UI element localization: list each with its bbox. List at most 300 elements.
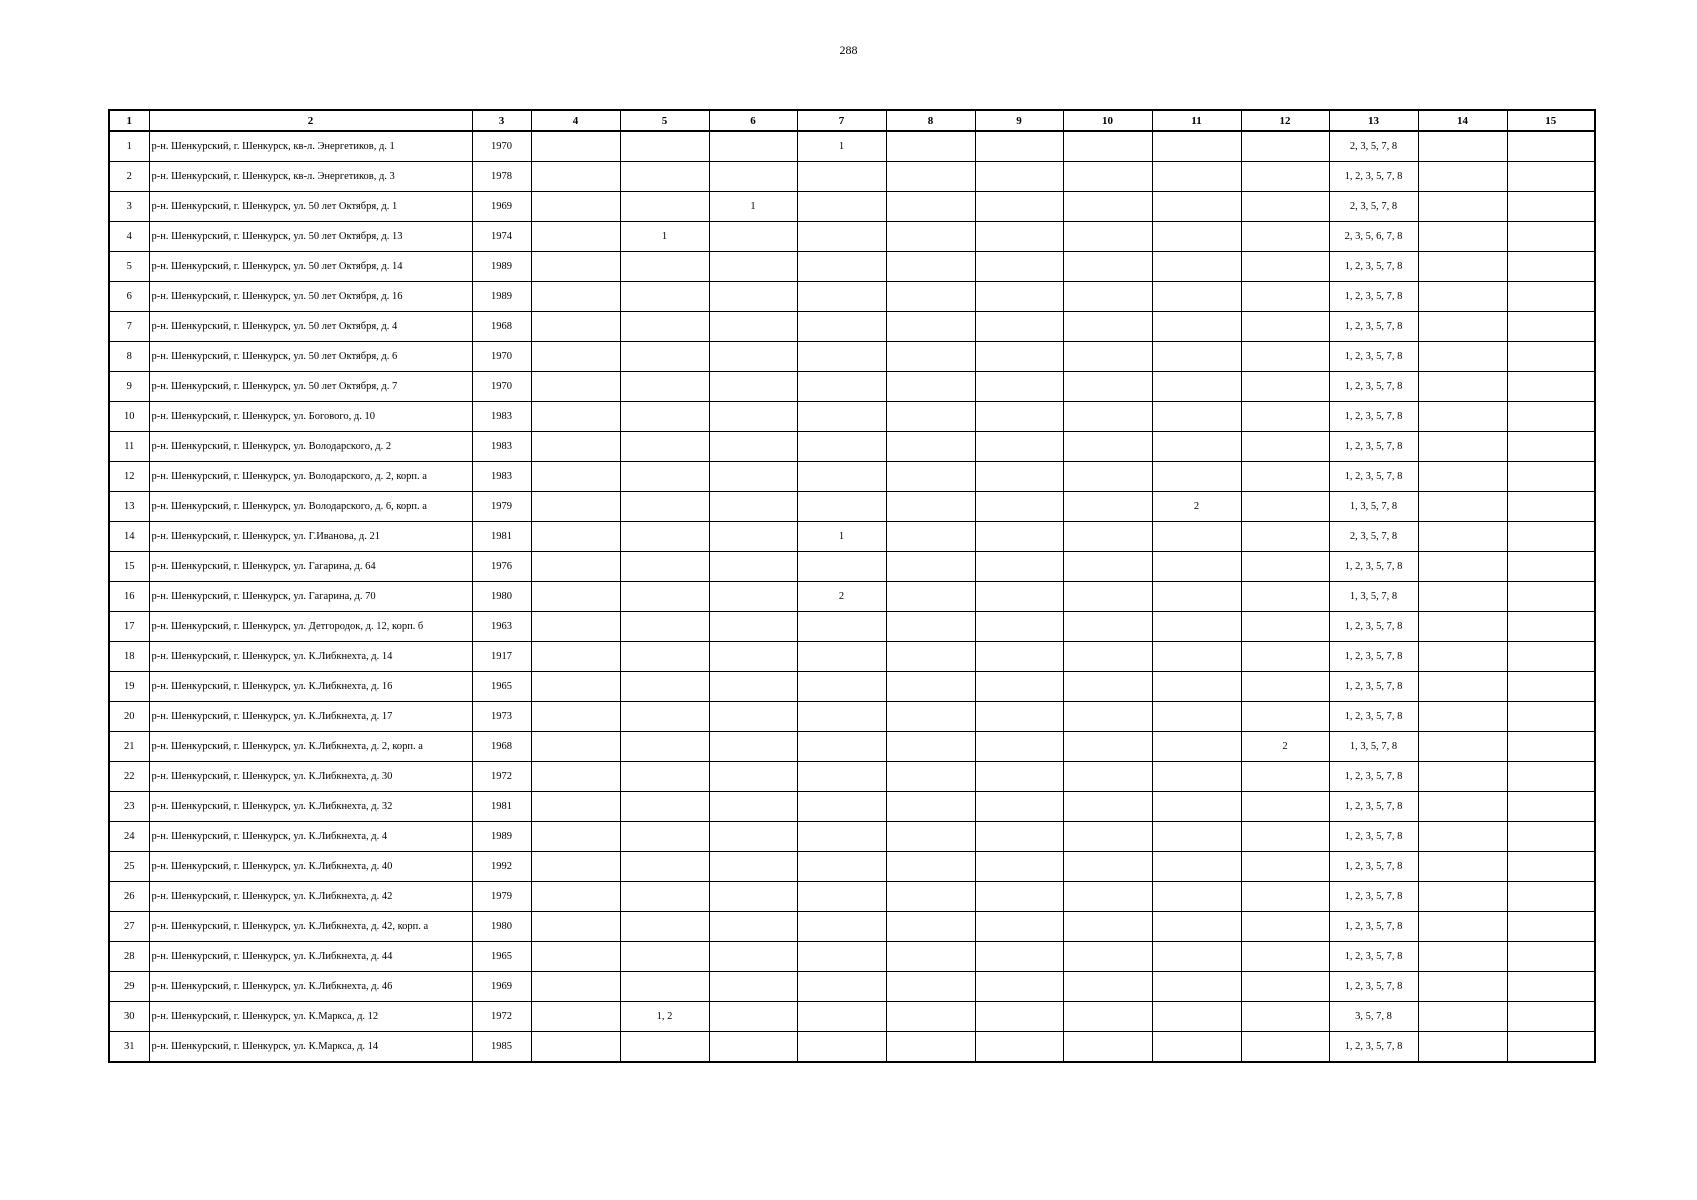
table-row bbox=[109, 1002, 1595, 1032]
table-cell bbox=[975, 282, 1063, 312]
table-cell: 3, 5, 7, 8 bbox=[1329, 1002, 1418, 1032]
table-cell bbox=[886, 972, 975, 1002]
table-cell bbox=[1152, 702, 1241, 732]
address-cell: р-н. Шенкурский, г. Шенкурск, ул. Володарского, д. 2 bbox=[149, 432, 472, 462]
row-number-cell: 4 bbox=[109, 222, 149, 252]
table-cell bbox=[620, 1032, 709, 1063]
table-cell bbox=[797, 252, 886, 282]
table-cell bbox=[709, 432, 797, 462]
table-cell bbox=[1063, 342, 1152, 372]
table-cell bbox=[1418, 912, 1507, 942]
table-cell bbox=[531, 552, 620, 582]
table-cell bbox=[1241, 792, 1329, 822]
table-cell: 1, 2 bbox=[620, 1002, 709, 1032]
table-row bbox=[109, 522, 1595, 552]
table-cell bbox=[620, 642, 709, 672]
table-cell bbox=[797, 492, 886, 522]
table-cell bbox=[709, 282, 797, 312]
table-cell bbox=[1418, 792, 1507, 822]
row-number-cell: 15 bbox=[109, 552, 149, 582]
table-cell bbox=[975, 432, 1063, 462]
address-cell: р-н. Шенкурский, г. Шенкурск, ул. Детгородок, д. 12, корп. б bbox=[149, 612, 472, 642]
table-cell bbox=[975, 702, 1063, 732]
table-cell: 1, 2, 3, 5, 7, 8 bbox=[1329, 912, 1418, 942]
table-cell bbox=[531, 642, 620, 672]
year-cell: 1974 bbox=[472, 222, 531, 252]
table-cell bbox=[620, 552, 709, 582]
table-cell bbox=[797, 1032, 886, 1063]
address-cell: р-н. Шенкурский, г. Шенкурск, ул. Гагарина, д. 64 bbox=[149, 552, 472, 582]
table-cell bbox=[1241, 912, 1329, 942]
table-cell: 2 bbox=[1241, 732, 1329, 762]
table-header-row bbox=[109, 110, 1595, 131]
table-row bbox=[109, 282, 1595, 312]
table-cell bbox=[975, 1032, 1063, 1063]
table-cell bbox=[1152, 432, 1241, 462]
year-cell: 1976 bbox=[472, 552, 531, 582]
table-cell bbox=[1241, 612, 1329, 642]
table-cell bbox=[1418, 972, 1507, 1002]
table-cell bbox=[797, 822, 886, 852]
address-cell: р-н. Шенкурский, г. Шенкурск, ул. К.Либкнехта, д. 46 bbox=[149, 972, 472, 1002]
table-cell bbox=[1063, 612, 1152, 642]
table-cell: 2, 3, 5, 6, 7, 8 bbox=[1329, 222, 1418, 252]
table-cell bbox=[1063, 552, 1152, 582]
table-cell bbox=[531, 792, 620, 822]
table-cell bbox=[1418, 522, 1507, 552]
address-cell: р-н. Шенкурский, г. Шенкурск, ул. К.Либкнехта, д. 42, корп. а bbox=[149, 912, 472, 942]
table-cell bbox=[531, 432, 620, 462]
table-row bbox=[109, 642, 1595, 672]
table-cell bbox=[620, 432, 709, 462]
table-cell bbox=[709, 162, 797, 192]
row-number-cell: 24 bbox=[109, 822, 149, 852]
table-cell bbox=[1063, 162, 1152, 192]
table-cell bbox=[886, 192, 975, 222]
table-row bbox=[109, 612, 1595, 642]
table-cell bbox=[531, 252, 620, 282]
table-cell bbox=[531, 882, 620, 912]
table-cell bbox=[886, 672, 975, 702]
year-cell: 1968 bbox=[472, 312, 531, 342]
table-cell bbox=[1152, 732, 1241, 762]
table-cell bbox=[1507, 582, 1595, 612]
row-number-cell: 7 bbox=[109, 312, 149, 342]
year-cell: 1970 bbox=[472, 372, 531, 402]
table-row bbox=[109, 432, 1595, 462]
table-cell bbox=[1418, 342, 1507, 372]
table-cell bbox=[709, 522, 797, 552]
address-cell: р-н. Шенкурский, г. Шенкурск, ул. К.Либкнехта, д. 17 bbox=[149, 702, 472, 732]
row-number-cell: 12 bbox=[109, 462, 149, 492]
table-cell bbox=[1063, 792, 1152, 822]
year-cell: 1980 bbox=[472, 582, 531, 612]
table-cell: 1, 2, 3, 5, 7, 8 bbox=[1329, 762, 1418, 792]
table-cell bbox=[886, 732, 975, 762]
row-number-cell: 2 bbox=[109, 162, 149, 192]
column-header: 3 bbox=[472, 110, 531, 131]
year-cell: 1979 bbox=[472, 492, 531, 522]
table-cell bbox=[1507, 912, 1595, 942]
table-cell bbox=[709, 612, 797, 642]
table-row bbox=[109, 912, 1595, 942]
table-cell bbox=[1063, 222, 1152, 252]
row-number-cell: 10 bbox=[109, 402, 149, 432]
table-cell bbox=[531, 162, 620, 192]
table-cell bbox=[1241, 192, 1329, 222]
table-cell bbox=[1063, 372, 1152, 402]
table-cell bbox=[620, 942, 709, 972]
table-cell bbox=[709, 702, 797, 732]
table-cell bbox=[1507, 762, 1595, 792]
table-cell bbox=[709, 732, 797, 762]
address-cell: р-н. Шенкурский, г. Шенкурск, ул. Гагарина, д. 70 bbox=[149, 582, 472, 612]
address-cell: р-н. Шенкурский, г. Шенкурск, ул. К.Либкнехта, д. 44 bbox=[149, 942, 472, 972]
row-number-cell: 17 bbox=[109, 612, 149, 642]
address-cell: р-н. Шенкурский, г. Шенкурск, ул. К.Либкнехта, д. 40 bbox=[149, 852, 472, 882]
table-cell bbox=[1507, 432, 1595, 462]
table-cell bbox=[620, 282, 709, 312]
table-cell bbox=[1063, 1032, 1152, 1063]
table-cell bbox=[1063, 462, 1152, 492]
row-number-cell: 20 bbox=[109, 702, 149, 732]
table-cell bbox=[531, 342, 620, 372]
table-cell bbox=[709, 342, 797, 372]
table-cell bbox=[709, 492, 797, 522]
address-cell: р-н. Шенкурский, г. Шенкурск, ул. К.Маркса, д. 12 bbox=[149, 1002, 472, 1032]
table-cell bbox=[1063, 312, 1152, 342]
table-cell: 1, 2, 3, 5, 7, 8 bbox=[1329, 852, 1418, 882]
table-cell bbox=[886, 582, 975, 612]
row-number-cell: 27 bbox=[109, 912, 149, 942]
table-cell bbox=[975, 792, 1063, 822]
table-row bbox=[109, 462, 1595, 492]
table-cell bbox=[886, 912, 975, 942]
table-cell bbox=[886, 882, 975, 912]
table-cell bbox=[1418, 492, 1507, 522]
address-cell: р-н. Шенкурский, г. Шенкурск, ул. К.Либкнехта, д. 32 bbox=[149, 792, 472, 822]
year-cell: 1965 bbox=[472, 672, 531, 702]
column-header: 13 bbox=[1329, 110, 1418, 131]
year-cell: 1917 bbox=[472, 642, 531, 672]
table-cell bbox=[886, 282, 975, 312]
table-row bbox=[109, 852, 1595, 882]
table-cell bbox=[1063, 1002, 1152, 1032]
table-cell: 1, 2, 3, 5, 7, 8 bbox=[1329, 252, 1418, 282]
table-row bbox=[109, 552, 1595, 582]
table-cell bbox=[975, 762, 1063, 792]
table-cell bbox=[1418, 642, 1507, 672]
table-cell bbox=[709, 762, 797, 792]
column-header: 11 bbox=[1152, 110, 1241, 131]
table-cell bbox=[531, 702, 620, 732]
table-cell bbox=[975, 582, 1063, 612]
table-cell bbox=[1418, 131, 1507, 162]
table-cell: 1, 2, 3, 5, 7, 8 bbox=[1329, 432, 1418, 462]
row-number-cell: 14 bbox=[109, 522, 149, 552]
table-cell bbox=[709, 1032, 797, 1063]
table-cell bbox=[620, 732, 709, 762]
table-row bbox=[109, 131, 1595, 162]
table-cell: 1, 3, 5, 7, 8 bbox=[1329, 732, 1418, 762]
table-cell bbox=[1152, 972, 1241, 1002]
table-cell bbox=[1241, 282, 1329, 312]
table-cell bbox=[797, 972, 886, 1002]
table-cell bbox=[1241, 642, 1329, 672]
table-cell bbox=[1418, 162, 1507, 192]
table-cell bbox=[1152, 522, 1241, 552]
table-cell bbox=[886, 342, 975, 372]
table-cell bbox=[709, 222, 797, 252]
table-cell bbox=[886, 552, 975, 582]
address-cell: р-н. Шенкурский, г. Шенкурск, ул. Богового, д. 10 bbox=[149, 402, 472, 432]
table-cell bbox=[709, 672, 797, 702]
table-cell bbox=[620, 702, 709, 732]
table-cell bbox=[1241, 582, 1329, 612]
table-cell bbox=[1507, 1002, 1595, 1032]
table-cell bbox=[1418, 192, 1507, 222]
table-cell bbox=[1241, 672, 1329, 702]
address-cell: р-н. Шенкурский, г. Шенкурск, ул. 50 лет Октября, д. 6 bbox=[149, 342, 472, 372]
year-cell: 1972 bbox=[472, 1002, 531, 1032]
table-row bbox=[109, 312, 1595, 342]
table-cell bbox=[1063, 252, 1152, 282]
table-cell bbox=[886, 852, 975, 882]
table-cell bbox=[1152, 642, 1241, 672]
table-cell bbox=[1152, 1002, 1241, 1032]
table-cell bbox=[709, 402, 797, 432]
table-cell bbox=[709, 882, 797, 912]
table-cell bbox=[709, 312, 797, 342]
table-cell bbox=[531, 612, 620, 642]
column-header: 10 bbox=[1063, 110, 1152, 131]
table-cell bbox=[531, 192, 620, 222]
row-number-cell: 9 bbox=[109, 372, 149, 402]
table-cell bbox=[886, 792, 975, 822]
year-cell: 1970 bbox=[472, 131, 531, 162]
table-cell bbox=[1418, 282, 1507, 312]
table-cell bbox=[1507, 402, 1595, 432]
table-cell bbox=[797, 432, 886, 462]
table-cell bbox=[1241, 432, 1329, 462]
table-cell: 1, 2, 3, 5, 7, 8 bbox=[1329, 972, 1418, 1002]
table-cell bbox=[709, 462, 797, 492]
table-cell bbox=[975, 672, 1063, 702]
table-cell bbox=[975, 131, 1063, 162]
table-cell bbox=[531, 492, 620, 522]
row-number-cell: 22 bbox=[109, 762, 149, 792]
address-cell: р-н. Шенкурский, г. Шенкурск, ул. 50 лет Октября, д. 1 bbox=[149, 192, 472, 222]
table-cell bbox=[1152, 402, 1241, 432]
table-cell bbox=[531, 372, 620, 402]
year-cell: 1980 bbox=[472, 912, 531, 942]
table-cell bbox=[1418, 672, 1507, 702]
table-cell bbox=[1241, 822, 1329, 852]
table-cell bbox=[886, 162, 975, 192]
table-cell bbox=[886, 252, 975, 282]
table-row bbox=[109, 582, 1595, 612]
table-cell bbox=[620, 852, 709, 882]
table-cell bbox=[620, 762, 709, 792]
table-cell bbox=[886, 402, 975, 432]
table-cell: 1, 2, 3, 5, 7, 8 bbox=[1329, 792, 1418, 822]
table-cell bbox=[709, 912, 797, 942]
table-cell bbox=[1418, 582, 1507, 612]
table-cell bbox=[797, 732, 886, 762]
table-cell bbox=[797, 342, 886, 372]
table-cell bbox=[797, 372, 886, 402]
address-cell: р-н. Шенкурский, г. Шенкурск, ул. 50 лет Октября, д. 4 bbox=[149, 312, 472, 342]
table-cell bbox=[1152, 912, 1241, 942]
row-number-cell: 28 bbox=[109, 942, 149, 972]
table-cell bbox=[531, 402, 620, 432]
year-cell: 1992 bbox=[472, 852, 531, 882]
table-cell bbox=[797, 222, 886, 252]
table-cell bbox=[1063, 402, 1152, 432]
row-number-cell: 30 bbox=[109, 1002, 149, 1032]
table-row bbox=[109, 252, 1595, 282]
year-cell: 1985 bbox=[472, 1032, 531, 1063]
table-cell bbox=[1241, 402, 1329, 432]
table-cell bbox=[1063, 582, 1152, 612]
table-cell bbox=[975, 192, 1063, 222]
table-cell bbox=[1152, 462, 1241, 492]
table-cell bbox=[975, 342, 1063, 372]
table-row bbox=[109, 942, 1595, 972]
table-cell bbox=[975, 522, 1063, 552]
table-row bbox=[109, 192, 1595, 222]
address-cell: р-н. Шенкурский, г. Шенкурск, ул. Г.Иванова, д. 21 bbox=[149, 522, 472, 552]
table-cell bbox=[620, 582, 709, 612]
table-cell bbox=[886, 822, 975, 852]
table-cell bbox=[1507, 282, 1595, 312]
table-cell bbox=[1507, 162, 1595, 192]
table-cell bbox=[797, 552, 886, 582]
address-cell: р-н. Шенкурский, г. Шенкурск, кв-л. Энергетиков, д. 1 bbox=[149, 131, 472, 162]
table-cell bbox=[1418, 372, 1507, 402]
table-row bbox=[109, 702, 1595, 732]
table-cell bbox=[1152, 822, 1241, 852]
table-cell bbox=[531, 762, 620, 792]
table-cell bbox=[531, 1032, 620, 1063]
registry-table bbox=[108, 109, 1596, 1063]
table-cell bbox=[1507, 642, 1595, 672]
year-cell: 1989 bbox=[472, 252, 531, 282]
table-row bbox=[109, 972, 1595, 1002]
table-cell bbox=[531, 672, 620, 702]
table-cell bbox=[797, 282, 886, 312]
table-cell bbox=[1418, 312, 1507, 342]
table-cell bbox=[709, 822, 797, 852]
table-cell bbox=[797, 612, 886, 642]
table-cell bbox=[1241, 342, 1329, 372]
address-cell: р-н. Шенкурский, г. Шенкурск, ул. К.Либкнехта, д. 30 bbox=[149, 762, 472, 792]
table-cell bbox=[975, 552, 1063, 582]
table-cell bbox=[975, 912, 1063, 942]
table-cell bbox=[1152, 252, 1241, 282]
table-cell bbox=[1507, 612, 1595, 642]
table-cell bbox=[1418, 822, 1507, 852]
table-cell bbox=[1418, 942, 1507, 972]
table-body bbox=[109, 131, 1595, 1062]
table-cell bbox=[1507, 732, 1595, 762]
table-cell bbox=[1063, 522, 1152, 552]
table-cell bbox=[1507, 312, 1595, 342]
table-cell bbox=[1507, 672, 1595, 702]
table-cell bbox=[797, 462, 886, 492]
table-cell bbox=[1507, 252, 1595, 282]
table-cell bbox=[709, 372, 797, 402]
table-cell bbox=[620, 522, 709, 552]
table-cell bbox=[1418, 702, 1507, 732]
table-cell: 1, 2, 3, 5, 7, 8 bbox=[1329, 882, 1418, 912]
table-cell: 1 bbox=[797, 131, 886, 162]
table-cell bbox=[620, 612, 709, 642]
table-cell bbox=[975, 852, 1063, 882]
address-cell: р-н. Шенкурский, г. Шенкурск, ул. К.Маркса, д. 14 bbox=[149, 1032, 472, 1063]
table-cell: 1 bbox=[797, 522, 886, 552]
table-cell bbox=[886, 942, 975, 972]
table-cell bbox=[1063, 131, 1152, 162]
table-row bbox=[109, 402, 1595, 432]
column-header: 12 bbox=[1241, 110, 1329, 131]
table-cell bbox=[531, 732, 620, 762]
table-cell bbox=[1418, 552, 1507, 582]
table-cell bbox=[1507, 942, 1595, 972]
table-cell bbox=[1418, 612, 1507, 642]
table-cell bbox=[975, 1002, 1063, 1032]
table-cell bbox=[1507, 131, 1595, 162]
table-cell bbox=[620, 912, 709, 942]
table-cell bbox=[886, 372, 975, 402]
table-cell bbox=[531, 822, 620, 852]
column-header: 5 bbox=[620, 110, 709, 131]
table-cell bbox=[1152, 162, 1241, 192]
address-cell: р-н. Шенкурский, г. Шенкурск, ул. 50 лет Октября, д. 16 bbox=[149, 282, 472, 312]
column-header: 1 bbox=[109, 110, 149, 131]
address-cell: р-н. Шенкурский, г. Шенкурск, ул. К.Либкнехта, д. 42 bbox=[149, 882, 472, 912]
row-number-cell: 6 bbox=[109, 282, 149, 312]
year-cell: 1981 bbox=[472, 522, 531, 552]
table-cell bbox=[1152, 882, 1241, 912]
table-cell bbox=[620, 312, 709, 342]
table-cell: 1, 2, 3, 5, 7, 8 bbox=[1329, 942, 1418, 972]
table-cell bbox=[886, 222, 975, 252]
table-row bbox=[109, 342, 1595, 372]
year-cell: 1983 bbox=[472, 402, 531, 432]
table-cell bbox=[1241, 372, 1329, 402]
address-cell: р-н. Шенкурский, г. Шенкурск, ул. К.Либкнехта, д. 14 bbox=[149, 642, 472, 672]
table-cell bbox=[1063, 192, 1152, 222]
table-cell bbox=[1063, 972, 1152, 1002]
table-cell bbox=[1152, 762, 1241, 792]
table-cell bbox=[797, 912, 886, 942]
year-cell: 1968 bbox=[472, 732, 531, 762]
table-cell bbox=[1063, 492, 1152, 522]
table-cell bbox=[620, 402, 709, 432]
table-cell bbox=[1152, 942, 1241, 972]
table-cell bbox=[1507, 222, 1595, 252]
table-row bbox=[109, 162, 1595, 192]
table-cell bbox=[1152, 222, 1241, 252]
table-cell: 2 bbox=[797, 582, 886, 612]
table-cell bbox=[620, 372, 709, 402]
table-cell bbox=[975, 642, 1063, 672]
table-cell bbox=[1418, 402, 1507, 432]
table-cell bbox=[1418, 432, 1507, 462]
table-cell bbox=[975, 462, 1063, 492]
table-cell bbox=[1507, 342, 1595, 372]
